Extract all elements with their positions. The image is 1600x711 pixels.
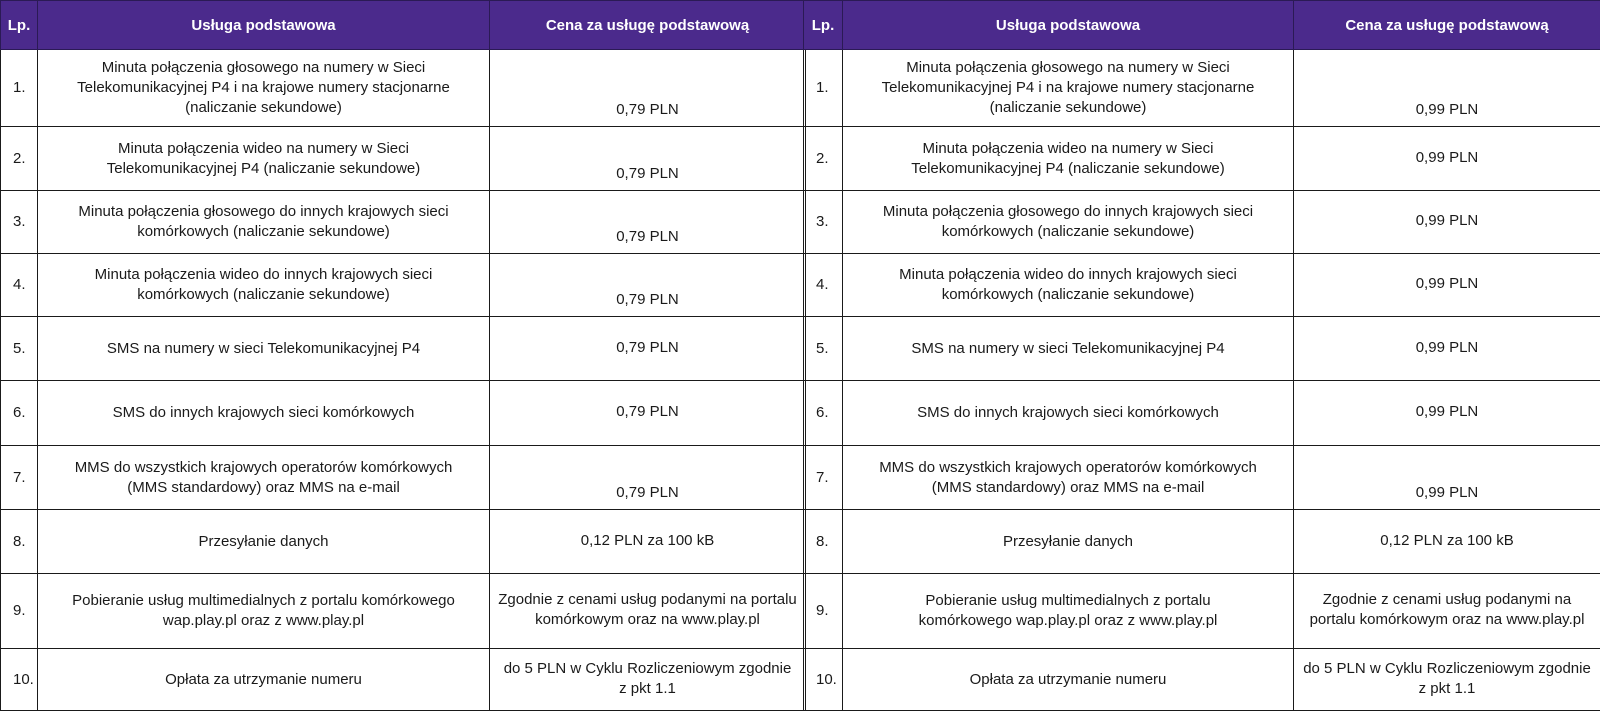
service-name: Minuta połączenia wideo do innych krajowych sieci komórkowych (naliczanie sekundowe) bbox=[38, 254, 490, 317]
service-name: Minuta połączenia wideo do innych krajowych sieci komórkowych (naliczanie sekundowe) bbox=[843, 254, 1294, 317]
service-price: 0,99 PLN bbox=[1294, 50, 1600, 127]
service-name: Minuta połączenia głosowego do innych krajowych sieci komórkowych (naliczanie sekundowe) bbox=[38, 191, 490, 254]
row-number: 6. bbox=[804, 381, 843, 446]
service-price: 0,12 PLN za 100 kB bbox=[1294, 510, 1600, 574]
table-row bbox=[1, 254, 806, 317]
row-number: 9. bbox=[804, 574, 843, 649]
service-name: SMS na numery w sieci Telekomunikacyjnej P4 bbox=[843, 317, 1294, 381]
service-price: do 5 PLN w Cyklu Rozliczeniowym zgodnie z pkt 1.1 bbox=[1294, 649, 1600, 711]
row-number: 4. bbox=[804, 254, 843, 317]
service-price: 0,79 PLN bbox=[490, 127, 806, 191]
table-row bbox=[1, 446, 806, 510]
service-price: 0,79 PLN bbox=[490, 254, 806, 317]
table-row bbox=[804, 381, 1600, 446]
service-name: SMS do innych krajowych sieci komórkowych bbox=[38, 381, 490, 446]
row-number: 1. bbox=[804, 50, 843, 127]
row-number: 7. bbox=[804, 446, 843, 510]
service-name: Minuta połączenia głosowego do innych krajowych sieci komórkowych (naliczanie sekundowe) bbox=[843, 191, 1294, 254]
service-price: do 5 PLN w Cyklu Rozliczeniowym zgodnie z pkt 1.1 bbox=[490, 649, 806, 711]
row-number: 10. bbox=[804, 649, 843, 711]
service-price: 0,79 PLN bbox=[490, 50, 806, 127]
table-row bbox=[1, 574, 806, 649]
row-number: 5. bbox=[804, 317, 843, 381]
service-name: Minuta połączenia głosowego na numery w Sieci Telekomunikacyjnej P4 i na krajowe numery stacjonarne (naliczanie sekundowe) bbox=[843, 50, 1294, 127]
table-row bbox=[1, 50, 806, 127]
row-number: 9. bbox=[1, 574, 38, 649]
table-header-row bbox=[804, 1, 1600, 50]
service-price: 0,79 PLN bbox=[490, 381, 806, 446]
service-price: 0,99 PLN bbox=[1294, 127, 1600, 191]
service-name: Pobieranie usług multimedialnych z portalu komórkowego wap.play.pl oraz z www.play.pl bbox=[38, 574, 490, 649]
service-name: Minuta połączenia wideo na numery w Sieci Telekomunikacyjnej P4 (naliczanie sekundowe) bbox=[843, 127, 1294, 191]
row-number: 2. bbox=[1, 127, 38, 191]
table-row bbox=[804, 446, 1600, 510]
table-row bbox=[804, 50, 1600, 127]
row-number: 8. bbox=[804, 510, 843, 574]
service-price: 0,79 PLN bbox=[490, 191, 806, 254]
header-price: Cena za usługę podstawową bbox=[1294, 1, 1600, 50]
table-row bbox=[1, 381, 806, 446]
table-row bbox=[1, 317, 806, 381]
service-name: Minuta połączenia wideo na numery w Sieci Telekomunikacyjnej P4 (naliczanie sekundowe) bbox=[38, 127, 490, 191]
service-price: 0,99 PLN bbox=[1294, 191, 1600, 254]
row-number: 1. bbox=[1, 50, 38, 127]
service-name: Przesyłanie danych bbox=[843, 510, 1294, 574]
table-row bbox=[804, 191, 1600, 254]
service-name: SMS na numery w sieci Telekomunikacyjnej P4 bbox=[38, 317, 490, 381]
table-row bbox=[804, 510, 1600, 574]
table-row bbox=[1, 510, 806, 574]
service-name: Opłata za utrzymanie numeru bbox=[843, 649, 1294, 711]
table-row bbox=[804, 317, 1600, 381]
service-name: MMS do wszystkich krajowych operatorów komórkowych (MMS standardowy) oraz MMS na e-mail bbox=[843, 446, 1294, 510]
row-number: 3. bbox=[1, 191, 38, 254]
price-table-right bbox=[803, 0, 1600, 711]
service-name: SMS do innych krajowych sieci komórkowych bbox=[843, 381, 1294, 446]
table-row bbox=[804, 127, 1600, 191]
header-service: Usługa podstawowa bbox=[843, 1, 1294, 50]
row-number: 8. bbox=[1, 510, 38, 574]
service-name: Przesyłanie danych bbox=[38, 510, 490, 574]
service-name: MMS do wszystkich krajowych operatorów komórkowych (MMS standardowy) oraz MMS na e-mail bbox=[38, 446, 490, 510]
row-number: 4. bbox=[1, 254, 38, 317]
service-price: 0,79 PLN bbox=[490, 446, 806, 510]
table-row bbox=[1, 127, 806, 191]
service-price: Zgodnie z cenami usług podanymi na portalu komórkowym oraz na www.play.pl bbox=[490, 574, 806, 649]
table-row bbox=[1, 649, 806, 711]
header-lp: Lp. bbox=[804, 1, 843, 50]
service-name: Minuta połączenia głosowego na numery w Sieci Telekomunikacyjnej P4 i na krajowe numery stacjonarne (naliczanie sekundowe) bbox=[38, 50, 490, 127]
row-number: 6. bbox=[1, 381, 38, 446]
header-service: Usługa podstawowa bbox=[38, 1, 490, 50]
row-number: 7. bbox=[1, 446, 38, 510]
service-price: 0,79 PLN bbox=[490, 317, 806, 381]
service-name: Pobieranie usług multimedialnych z portalu komórkowego wap.play.pl oraz z www.play.pl bbox=[843, 574, 1294, 649]
service-price: 0,99 PLN bbox=[1294, 381, 1600, 446]
service-price: 0,12 PLN za 100 kB bbox=[490, 510, 806, 574]
header-price: Cena za usługę podstawową bbox=[490, 1, 806, 50]
service-price: 0,99 PLN bbox=[1294, 254, 1600, 317]
table-row bbox=[804, 649, 1600, 711]
row-number: 2. bbox=[804, 127, 843, 191]
table-row bbox=[804, 574, 1600, 649]
table-row bbox=[1, 191, 806, 254]
service-price: 0,99 PLN bbox=[1294, 317, 1600, 381]
service-price: Zgodnie z cenami usług podanymi na portalu komórkowym oraz na www.play.pl bbox=[1294, 574, 1600, 649]
service-name: Opłata za utrzymanie numeru bbox=[38, 649, 490, 711]
table-header-row bbox=[1, 1, 806, 50]
table-row bbox=[804, 254, 1600, 317]
header-lp: Lp. bbox=[1, 1, 38, 50]
row-number: 3. bbox=[804, 191, 843, 254]
row-number: 5. bbox=[1, 317, 38, 381]
service-price: 0,99 PLN bbox=[1294, 446, 1600, 510]
row-number: 10. bbox=[1, 649, 38, 711]
